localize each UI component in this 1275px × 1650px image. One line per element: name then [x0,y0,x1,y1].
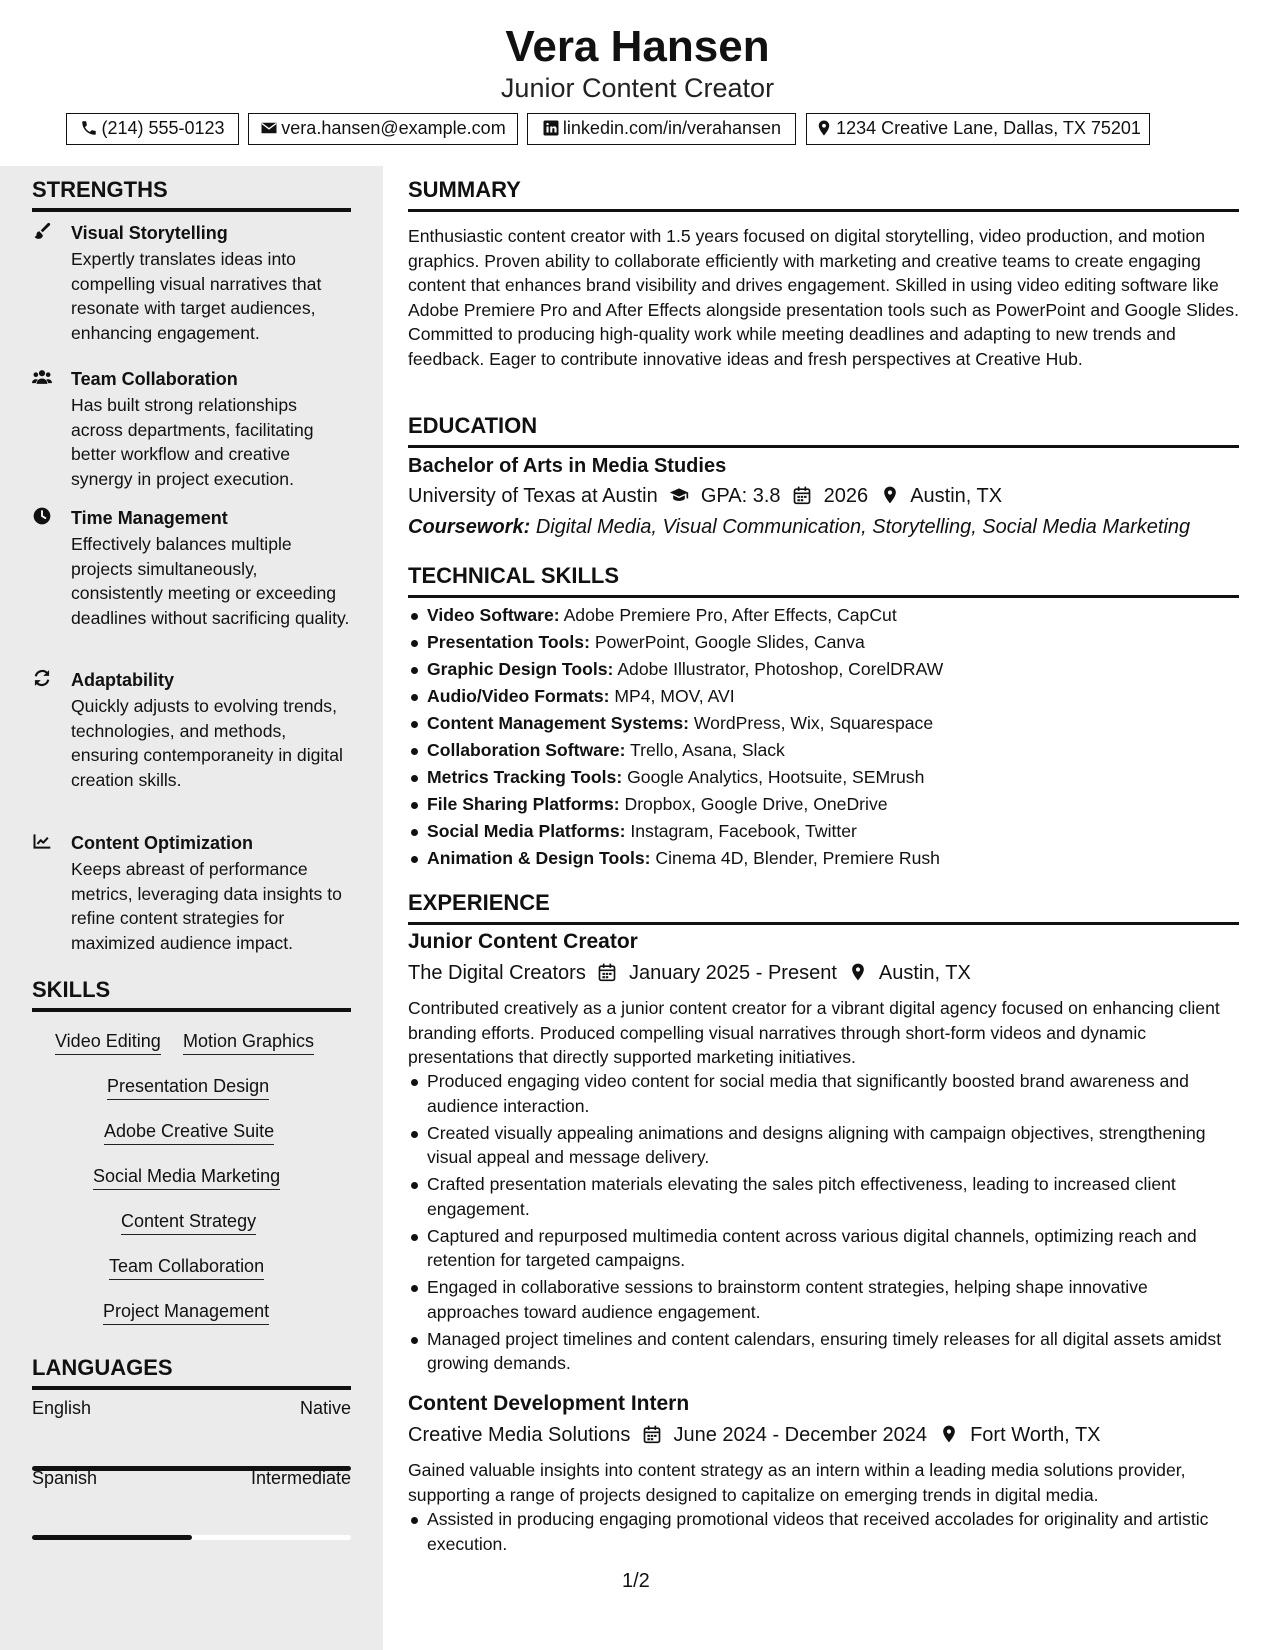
tech-skill-item: Presentation Tools: PowerPoint, Google Slides, Canva [408,629,1239,656]
resume-header [0,0,1275,166]
candidate-name: Vera Hansen [505,22,770,71]
experience-heading: EXPERIENCE [408,889,1239,925]
contact-linkedin[interactable] [527,113,796,145]
job-description: Contributed creatively as a junior content creator for a vibrant digital agency focused on enhancing client branding efforts. Produced compelling visual narratives through short-form videos and dynamic presentations that directly supported marketing initiatives. [408,998,1220,1067]
skill-tag: Adobe Creative Suite [104,1118,274,1145]
envelope-icon [260,119,278,137]
job-bullet: Produced engaging video content for social media that significantly boosted brand awareness and audience interaction. [408,1069,1239,1118]
strength-item [32,367,352,487]
strength-title: Time Management [71,508,228,528]
address-text: 1234 Creative Lane, Dallas, TX 75201 [836,118,1141,138]
map-marker-icon [880,485,900,505]
language-level: Native [299,1398,351,1418]
paintbrush-icon [32,221,54,243]
strength-desc: Expertly translates ideas into compelling visual narratives that resonate with target audiences, enhancing engagement. [71,249,322,343]
tech-skill-item: Audio/Video Formats: MP4, MOV, AVI [408,683,1239,710]
language-level: Intermediate [250,1468,351,1488]
language-name: Spanish [32,1468,98,1488]
strength-title: Adaptability [71,670,175,690]
job-bullet: Assisted in producing engaging promotional videos that received accolades for originality and artistic execution. [408,1507,1239,1556]
clock-icon [32,506,54,528]
summary-text: Enthusiastic content creator with 1.5 years focused on digital storytelling, video production, and motion graphics. Proven ability to collaborate efficiently with marketing and creative teams to create engaging content that enhances brand visibility and drives engagement. Skilled in using video editing software like Adobe Premiere Pro and After Effects alongside presentation tools such as PowerPoint and Google Slides. Committed to producing high-quality work while meeting deadlines and adapting to new trends and feedback. Eager to contribute innovative ideas and fresh perspectives at Creative Hub. [408,226,1239,369]
strength-title: Visual Storytelling [71,223,228,243]
degree-title: Bachelor of Arts in Media Studies [408,455,727,477]
skill-tag: Motion Graphics [183,1028,314,1055]
education-meta [408,482,1002,510]
contact-email[interactable] [248,113,518,145]
strength-title: Team Collaboration [71,369,238,389]
job-bullet: Crafted presentation materials elevating the sales pitch effectiveness, leading to increased client engagement. [408,1172,1239,1221]
tech-skill-item: Video Software: Adobe Premiere Pro, After Effects, CapCut [408,602,1239,629]
candidate-title: Junior Content Creator [500,73,775,103]
job-dates: January 2025 - Present [628,962,837,984]
strengths-heading: STRENGTHS [32,176,351,212]
job-title: Content Development Intern [408,1392,690,1415]
tech-skill-item: File Sharing Platforms: Dropbox, Google Drive, OneDrive [408,791,1239,818]
phone-text: (214) 555-0123 [101,118,225,138]
strength-item [32,831,352,951]
language-name: English [32,1398,92,1418]
languages-heading: LANGUAGES [32,1354,351,1390]
job-bullets [408,1069,1239,1378]
strength-desc: Keeps abreast of performance metrics, leveraging data insights to refine content strategies for maximized audience impact. [71,859,342,953]
contact-bar [0,113,1275,145]
job-bullets [408,1507,1239,1559]
skill-tag: Social Media Marketing [93,1163,280,1190]
education-location: Austin, TX [910,485,1003,507]
tech-skill-item: Graphic Design Tools: Adobe Illustrator, Photoshop, CorelDRAW [408,656,1239,683]
tech-skill-item: Animation & Design Tools: Cinema 4D, Blender, Premiere Rush [408,845,1239,872]
graduation-cap-icon [669,485,689,505]
job-bullet: Created visually appealing animations and designs aligning with campaign objectives, strengthening visual appeal and message delivery. [408,1121,1239,1170]
linkedin-text: linkedin.com/in/verahansen [562,118,782,138]
education-heading: EDUCATION [408,412,1239,448]
contact-address[interactable] [806,113,1150,145]
job-bullet: Captured and repurposed multimedia content across various digital channels, optimizing reach and retention for targeted campaigns. [408,1224,1239,1273]
skills-heading: SKILLS [32,976,351,1012]
calendar-icon [792,485,812,505]
strength-title: Content Optimization [71,833,253,853]
tech-skill-item: Collaboration Software: Trello, Asana, Slack [408,737,1239,764]
strength-item [32,506,352,646]
gpa: GPA: 3.8 [700,485,781,507]
tech-skill-item: Metrics Tracking Tools: Google Analytics, Hootsuite, SEMrush [408,764,1239,791]
users-icon [32,367,54,389]
skill-tag: Project Management [103,1298,269,1325]
coursework [408,513,1190,541]
tech-skill-item: Social Media Platforms: Instagram, Facebook, Twitter [408,818,1239,845]
calendar-icon [642,1424,662,1444]
map-marker-icon [815,119,833,137]
strength-desc: Effectively balances multiple projects simultaneously, consistently meeting or exceeding deadlines without sacrificing quality. [71,534,350,628]
technical-skills-heading: TECHNICAL SKILLS [408,562,1239,598]
strength-desc: Quickly adjusts to evolving trends, technologies, and methods, ensuring contemporaneity in digital creation skills. [71,696,343,790]
coursework-list: Digital Media, Visual Communication, Storytelling, Social Media Marketing [535,516,1191,538]
job-location: Austin, TX [878,962,971,984]
language-proficiency-fill [32,1535,192,1540]
skill-tag: Content Strategy [121,1208,256,1235]
strength-item [32,668,352,808]
chart-line-icon [32,831,54,853]
contact-phone[interactable] [66,113,239,145]
skill-tag: Presentation Design [107,1073,269,1100]
strength-item [32,221,352,341]
tech-skill-item: Content Management Systems: WordPress, Wix, Squarespace [408,710,1239,737]
company-name: Creative Media Solutions [408,1424,631,1446]
summary-heading: SUMMARY [408,176,1239,212]
graduation-year: 2026 [823,485,869,507]
skill-tag: Team Collaboration [109,1253,264,1280]
map-marker-icon [848,962,868,982]
school-name: University of Texas at Austin [408,485,658,507]
job-dates: June 2024 - December 2024 [673,1424,927,1446]
job-location: Fort Worth, TX [970,1424,1101,1446]
job-meta [408,1421,1101,1449]
language-proficiency-bar [32,1535,351,1540]
strength-desc: Has built strong relationships across departments, facilitating better workflow and creative synergy in project execution. [71,395,314,489]
page-number: 1/2 [622,1570,650,1592]
job-bullet: Engaged in collaborative sessions to brainstorm content strategies, helping shape innovative approaches toward audience engagement. [408,1275,1239,1324]
sync-icon [32,668,54,690]
linkedin-icon [542,119,560,137]
job-meta [408,959,971,987]
job-title: Junior Content Creator [408,930,638,953]
company-name: The Digital Creators [408,962,586,984]
job-description: Gained valuable insights into content strategy as an intern within a leading media solutions provider, supporting a range of projects designed to capitalize on emerging trends in digital media. [408,1460,1186,1505]
email-text: vera.hansen@example.com [281,118,506,138]
skill-tag: Video Editing [55,1028,161,1055]
map-marker-icon [939,1424,959,1444]
sidebar [0,166,383,1650]
job-bullet: Managed project timelines and content calendars, ensuring timely releases for all digital assets amidst growing demands. [408,1327,1239,1376]
calendar-icon [597,962,617,982]
technical-skills-list [408,602,1239,872]
phone-icon [80,119,98,137]
coursework-label: Coursework: [408,516,531,538]
